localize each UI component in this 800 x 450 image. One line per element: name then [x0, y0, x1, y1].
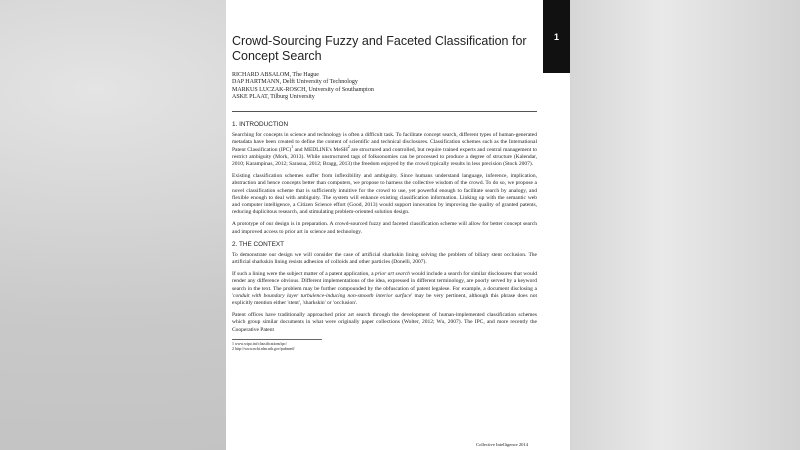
emphasis: prior art search	[374, 271, 410, 278]
intro-paragraph-3: A prototype of our design is in preparation. A crowd-sourced fuzzy and faceted classification scheme will allow for better concept search and improved access to prior art in science and technology.	[232, 221, 537, 235]
title-divider	[232, 111, 537, 112]
intro-paragraph-1	[232, 132, 537, 168]
context-paragraph-2	[232, 271, 537, 307]
page-footer: Collective Intelligence 2014	[476, 442, 529, 447]
text-run: would include a search for similar disclosures that would render any difference obvious. Different implementations of the idea, expressed in different terminology, are poorly served by a keyword search in the text. The problem may be further compounded by the obfuscation of patent legalese. For example, a document disclosing a '	[232, 271, 537, 299]
footnote: 1 www.wipo.int/classifications/ipc/	[232, 341, 287, 346]
text-run: are structured and controlled, but require trained experts and central management to restrict ambiguity (Mork, 2013). While unstructured tags of folksonomies can be processed to produce a degree of structure (Kalendar, 2010; Karampinas, 2012; Sarasua, 2012; Bragg, 2013) the freedom enjoyed by the crowd typically results in less precision (Stock 2007).	[232, 146, 538, 167]
author: ASKE PLAAT, Tilburg University	[232, 93, 315, 100]
author-list	[232, 72, 537, 101]
author: RICHARD ABSALOM, The Hague	[232, 72, 319, 78]
section-heading-context: 2. THE CONTEXT	[232, 240, 285, 248]
footnote-ref: 2	[347, 144, 350, 149]
context-paragraph-1: To demonstrate our design we will consider the case of artificial sharkskin lining solving the problem of biliary stent occlusion. The artificial sharkskin lining resists adhesion of colloids and other particles (Donelli, 2007).	[232, 251, 537, 266]
paper-title: Crowd-Sourcing Fuzzy and Faceted Classification for Concept Search	[232, 34, 527, 63]
section-heading-introduction: 1. INTRODUCTION	[232, 121, 289, 129]
background-right	[570, 0, 800, 450]
author: MARKUS LUCZAK-ROSCH, University of Southampton	[232, 86, 374, 93]
text-run: If such a lining were the subject matter of a patent application, a	[232, 271, 375, 278]
footnote-ref: 1	[291, 144, 294, 149]
intro-paragraph-2: Existing classification schemes suffer from inflexibility and ambiguity. Since humans understand language, inference, implication, abstraction and hence concepts better than computers, we propose to harness the collective wisdom of the crowd. To do so, we propose a novel classification scheme that is sufficiently intuitive for the crowd to use, yet powerful enough to facilitate search by analogy, and flexible enough to deal with ambiguity. The system will enhance existing classification information. Linking up with the semantic web and computer intelligence, a Citizen Science effort (Good, 2013) would support innovation by improving the quality of granted patents, reducing duplicitous research, and stimulating problem-oriented solution design.	[232, 173, 537, 216]
footnote-divider	[232, 339, 322, 340]
context-paragraph-3: Patent offices have traditionally approached prior art search through the development of human-implemented classification schemes which group similar documents in what were originally paper collections (Wolter, 2012; Wu, 2007). The IPC, and more recently the Cooperative Patent	[232, 312, 537, 333]
text-run: Searching for concepts in science and technology is often a difficult task. To facilitate concept search, different types of human-generated metadata have been created to define the content of scientific and technical disclosures. Classification schemes such as the International Patent Classification (IPC)	[232, 132, 537, 153]
document-page	[226, 0, 570, 450]
page-content	[232, 34, 537, 352]
emphasis: conduit with boundary layer turbulence-inducing non-smooth interior surface	[233, 292, 412, 299]
text-run: ' may be very pertinent, although this phrase does not explicitly mention either 'stent', 'sharkskin' or 'occlusion'.	[232, 292, 537, 307]
author: DAP HARTMANN, Delft University of Technology	[232, 79, 358, 86]
footnote: 2 http://www.ncbi.nlm.nih.gov/pubmed/	[232, 346, 295, 351]
text-run: and MEDLINE's MeSH	[293, 146, 348, 153]
page-number-tab: 1	[543, 0, 570, 73]
